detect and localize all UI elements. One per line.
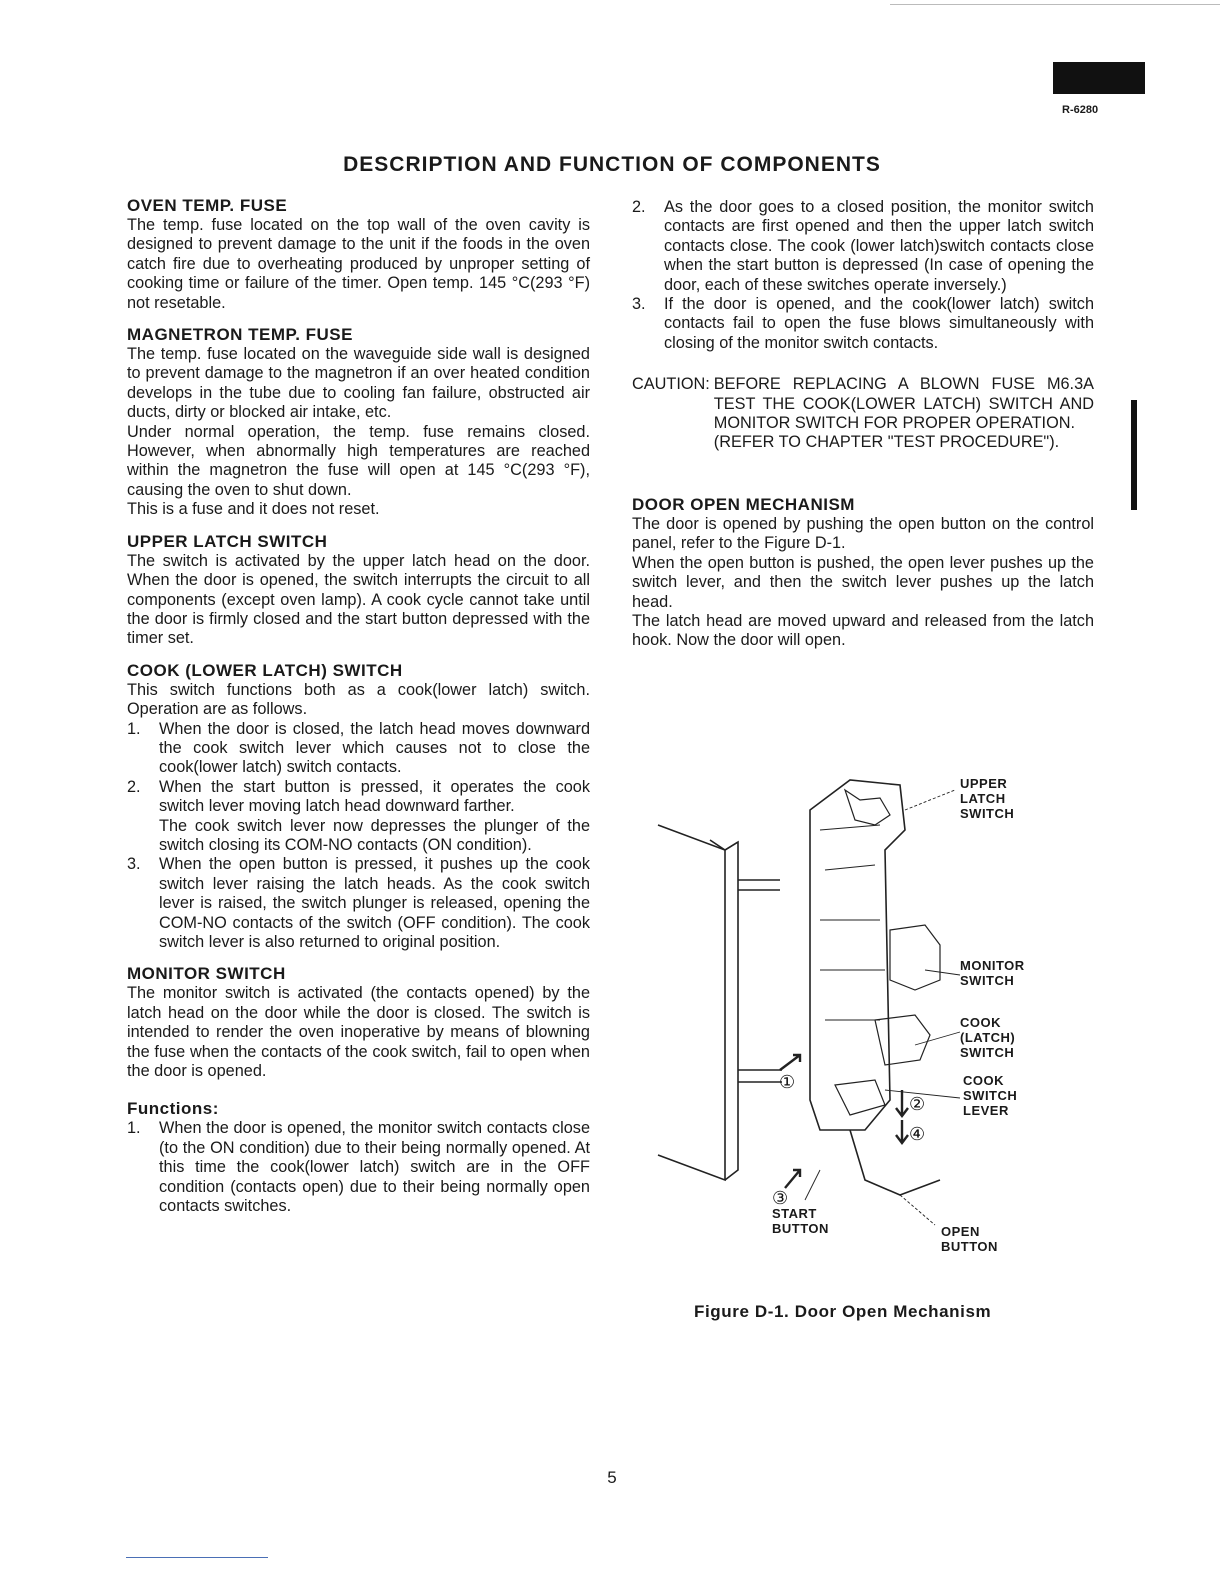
- callout-line: SWITCH: [963, 1088, 1018, 1103]
- list-item: [632, 295, 1094, 353]
- callout-cook-switch-lever: [963, 1073, 1017, 1118]
- callout-line: OPEN: [941, 1224, 980, 1239]
- list-number: 3.: [632, 295, 646, 314]
- functions-list-continued: [632, 198, 1094, 353]
- callout-line: BUTTON: [941, 1239, 998, 1254]
- paragraph: This switch functions both as a cook(lower latch) switch. Operation are as follows.: [127, 680, 590, 719]
- list-number: 3.: [127, 855, 141, 874]
- marker-2: ②: [909, 1094, 926, 1115]
- right-column: [632, 198, 1094, 663]
- lower-latch-arm: [738, 1070, 782, 1082]
- section-oven-temp-fuse: [127, 196, 590, 313]
- caution-note: [632, 375, 1094, 453]
- caution-refer: (REFER TO CHAPTER "TEST PROCEDURE").: [713, 433, 1060, 452]
- callout-line: LEVER: [963, 1103, 1009, 1118]
- arrow-2: [896, 1090, 908, 1116]
- top-rule: [890, 4, 1220, 5]
- section-title: OVEN TEMP. FUSE: [127, 196, 288, 215]
- list-number: 2.: [127, 777, 141, 796]
- bracket-detail: [820, 825, 885, 1020]
- cook-switch-steps: [127, 720, 590, 953]
- list-text: When the door is opened, the monitor switch contacts close (to the ON condition) due to their being normally opened. At this time the cook(lower latch) switch are in the OFF condition (contacts open) due to their being normally open contacts switches.: [159, 1119, 590, 1216]
- callout-line: START: [772, 1206, 817, 1221]
- door-side: [725, 842, 738, 1180]
- list-text: When the start button is pressed, it operates the cook switch lever moving latch head downward farther.: [159, 777, 590, 816]
- paragraph: Under normal operation, the temp. fuse remains closed. However, when abnormally high temperatures are reached within the magnetron the fuse will open at 145 °C(293 °F), causing the oven to shut down.: [127, 422, 590, 499]
- marker-1: ①: [779, 1072, 796, 1093]
- upper-latch-switch-body: [845, 790, 890, 825]
- paragraph: The monitor switch is activated (the contacts opened) by the latch head on the door while the door is closed. The switch is intended to render the oven inoperative by means of blowning the fuse when the contacts of the cook switch, fail to open when the door is opened.: [127, 984, 590, 1081]
- callout-cook-latch-switch: [960, 1015, 1015, 1060]
- section-title: MONITOR SWITCH: [127, 964, 286, 984]
- callout-line: COOK: [960, 1015, 1001, 1030]
- caution-text: [714, 375, 1094, 453]
- list-text: When the open button is pressed, it pushes up the cook switch lever raising the latch heads. As the cook switch lever is raised, the switch plunger is released, opening the COM-NO contacts of the switch (OFF condition). The cook switch lever is also returned to original position.: [159, 855, 590, 951]
- leader-cook-latch: [915, 1032, 960, 1045]
- section-monitor-switch: [127, 964, 590, 1081]
- list-text: When the door is closed, the latch head moves downward the cook switch lever which causes not to close the cook(lower latch) switch contacts.: [159, 719, 590, 777]
- section-title: COOK (LOWER LATCH) SWITCH: [127, 660, 403, 680]
- paragraph: The switch is activated by the upper latch head on the door. When the door is opened, the switch interrupts the circuit to all components (except oven lamp). A cook cycle cannot take until the door is firmly closed and the start button depressed with the timer set.: [127, 551, 590, 648]
- marker-4: ④: [909, 1124, 926, 1145]
- section-door-open-mechanism: [632, 495, 1094, 651]
- callout-open-button: [941, 1224, 998, 1254]
- door-panel: [658, 825, 725, 1180]
- open-button-lever: [850, 1130, 940, 1195]
- figure-caption: Figure D-1. Door Open Mechanism: [694, 1302, 992, 1321]
- list-text: If the door is opened, and the cook(lower latch) switch contacts fail to open the fuse blows simultaneously with closing of the monitor switch contacts.: [664, 295, 1094, 352]
- callout-line: COOK: [963, 1073, 1004, 1088]
- section-title: Functions:: [127, 1099, 219, 1119]
- callout-line: BUTTON: [772, 1221, 829, 1236]
- mechanism-drawing: [650, 770, 1080, 1270]
- list-item: [127, 1119, 590, 1216]
- section-upper-latch-switch: [127, 532, 590, 649]
- list-number: 1.: [127, 1119, 141, 1138]
- functions-list: [127, 1119, 590, 1216]
- list-number: 1.: [127, 719, 141, 738]
- list-number: 2.: [632, 198, 646, 216]
- callout-line: LATCH: [960, 791, 1006, 806]
- caution-label: CAUTION:: [632, 375, 710, 394]
- callout-line: UPPER: [960, 776, 1008, 791]
- leader-upper-latch: [905, 790, 955, 810]
- revision-bar: [1131, 400, 1137, 510]
- list-item: [127, 855, 590, 952]
- section-functions: [127, 1099, 590, 1216]
- callout-line: SWITCH: [960, 973, 1015, 988]
- latch-bracket: [810, 780, 905, 1130]
- arrow-1: [780, 1055, 800, 1070]
- paragraph: The temp. fuse located on the waveguide side wall is designed to prevent damage to the magnetron if an over heated condition develops in the tube due to cooling fan failure, obstructed air ducts, dirty or blocked air intake, etc.: [127, 345, 590, 422]
- callout-line: (LATCH): [960, 1030, 1016, 1045]
- model-number: R-6280: [1062, 104, 1099, 116]
- paragraph: The temp. fuse located on the top wall of the oven cavity is designed to prevent damage to the unit if the foods in the oven catch fire due to overheating produced by unproper setting of cooking time or failure of the timer. Open temp. 145 °C(293 °F) not resetable.: [127, 216, 590, 312]
- monitor-switch-body: [890, 925, 940, 990]
- callout-line: SWITCH: [960, 806, 1015, 821]
- callout-start-button: [772, 1206, 829, 1236]
- list-item: [127, 778, 590, 856]
- section-cook-switch: [127, 661, 590, 953]
- marker-3: ③: [772, 1188, 789, 1209]
- section-title: UPPER LATCH SWITCH: [127, 531, 328, 551]
- section-title: DOOR OPEN MECHANISM: [632, 494, 855, 514]
- list-item: [127, 720, 590, 778]
- arrow-3: [785, 1170, 800, 1188]
- cook-switch-lever: [835, 1080, 885, 1115]
- list-item: [632, 198, 1094, 295]
- caution-body: BEFORE REPLACING A BLOWN FUSE M6.3A TEST THE COOK(LOWER LATCH) SWITCH AND MONITOR SWITCH FOR PROPER OPERATION.: [713, 375, 1094, 433]
- paragraph: This is a fuse and it does not reset.: [127, 500, 380, 519]
- leader-start: [805, 1170, 820, 1200]
- upper-latch-arm: [738, 880, 780, 890]
- leader-open: [900, 1195, 935, 1225]
- callout-line: SWITCH: [960, 1045, 1015, 1060]
- page-number: 5: [607, 1468, 617, 1487]
- list-text-extra: The cook switch lever now depresses the plunger of the switch closing its COM-NO contacts (ON condition).: [159, 816, 590, 854]
- section-magnetron-temp-fuse: [127, 325, 590, 520]
- paragraph: The door is opened by pushing the open button on the control panel, refer to the Figure D-1.: [632, 514, 1094, 553]
- arrow-4: [896, 1120, 908, 1143]
- section-tab-marker: [1053, 62, 1145, 94]
- section-title: MAGNETRON TEMP. FUSE: [127, 325, 353, 345]
- door-open-mechanism-figure: [650, 770, 1080, 1270]
- paragraph: The latch head are moved upward and released from the latch hook. Now the door will open.: [632, 611, 1094, 650]
- callout-line: MONITOR: [960, 958, 1025, 973]
- cook-switch-body: [875, 1015, 930, 1065]
- paragraph: When the open button is pushed, the open lever pushes up the switch lever, and then the switch lever pushes up the latch head.: [632, 553, 1094, 611]
- left-column: [127, 196, 590, 1228]
- leader-monitor: [925, 970, 960, 975]
- page-title: DESCRIPTION AND FUNCTION OF COMPONENTS: [343, 153, 881, 176]
- footer-rule: [126, 1557, 268, 1558]
- callout-upper-latch-switch: [960, 776, 1014, 821]
- callout-monitor-switch: [960, 958, 1025, 988]
- list-text: As the door goes to a closed position, the monitor switch contacts are first opened and then the upper latch switch contacts close. The cook (lower latch)switch contacts close when the start button is depressed (In case of opening the door, each of these switches operate inversely.): [664, 198, 1094, 294]
